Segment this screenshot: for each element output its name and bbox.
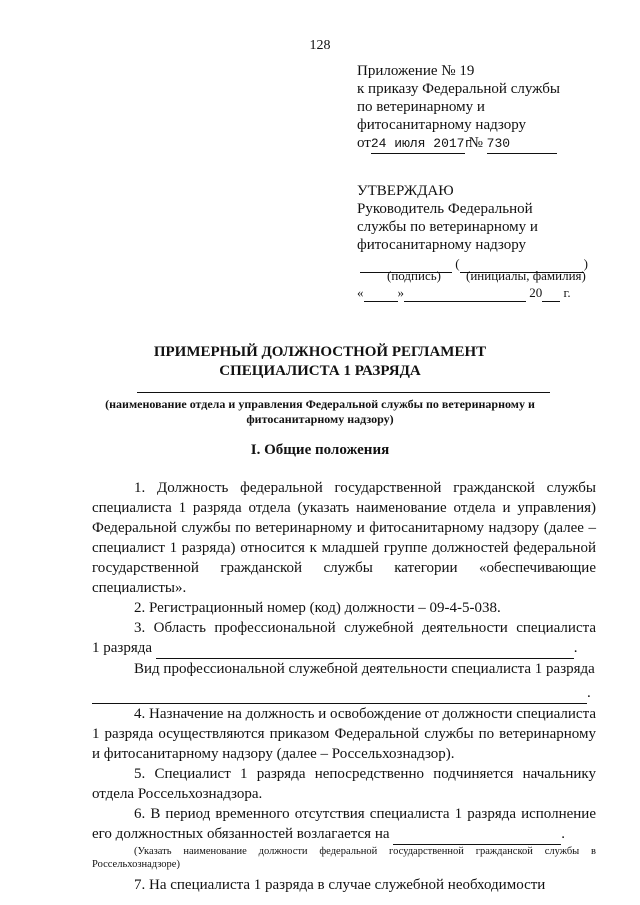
order-number: 730	[487, 135, 557, 154]
department-caption-line-1: (наименование отдела и управления Федеральной службы по ветеринарному и	[105, 397, 535, 411]
date-prefix: от	[357, 135, 371, 151]
appendix-line-3: по ветеринарному и	[357, 99, 485, 115]
approval-heading: УТВЕРЖДАЮ	[357, 183, 454, 199]
paragraph-6-note: (Указать наименование должности федеральной государственной гражданской службы в Россельхознадзоре)	[92, 846, 596, 870]
paragraph-2: 2. Регистрационный номер (код) должности – 09-4-5-038.	[134, 600, 501, 616]
appendix-block	[357, 62, 560, 154]
department-caption-line-2: фитосанитарному надзору)	[246, 412, 394, 426]
paragraph-3-dot-2: .	[587, 685, 591, 701]
paragraph-3-kind: Вид профессиональной служебной деятельности специалиста 1 разряда	[134, 661, 595, 677]
signature-label: (подпись)	[387, 268, 441, 283]
activity-kind-blank	[92, 683, 587, 704]
paragraph-1: 1. Должность федеральной государственной гражданской службы специалиста 1 разряда отдела (указать наименование отдела и управления) Федеральной службы по ветеринарному и фитосанитарному надзору (далее – специалист 1 разряда) относится к младшей группе должностей федеральной государственной гражданской службы категории «обеспечивающие специалисты».	[92, 480, 596, 596]
department-rule	[137, 392, 550, 393]
paragraph-3-line-2	[92, 638, 596, 659]
approval-line-1: Руководитель Федеральной	[357, 201, 533, 217]
paragraph-5: 5. Специалист 1 разряда непосредственно подчиняется начальнику отдела Россельхознадзора.	[92, 766, 596, 802]
order-date: 24 июля 2017г	[371, 135, 465, 154]
paragraph-4: 4. Назначение на должность и освобождение от должности специалиста 1 разряда осуществляются приказом Федеральной службы по ветеринарному и фитосанитарному надзору (далее – Россельхознадзор).	[92, 706, 596, 762]
year-suffix: г.	[563, 285, 571, 300]
substitute-blank	[393, 824, 561, 845]
year-prefix: 20	[529, 285, 543, 300]
activity-area-blank	[156, 638, 574, 659]
paren-close: )	[583, 256, 588, 271]
paragraph-3-dot: .	[573, 640, 578, 656]
section-body	[92, 478, 596, 895]
section-heading: I. Общие положения	[250, 442, 390, 458]
paragraph-6-dot: .	[561, 826, 566, 842]
quote-open: «	[357, 285, 364, 300]
paren-open: (	[455, 256, 460, 271]
month-blank	[404, 285, 526, 302]
page-number: 128	[309, 38, 331, 53]
approval-line-3: фитосанитарному надзору	[357, 237, 527, 253]
paragraph-3-rank: 1 разряда	[92, 640, 153, 656]
approval-date-line	[357, 285, 571, 302]
paragraph-7: 7. На специалиста 1 разряда в случае служебной необходимости	[134, 877, 546, 893]
number-prefix: №	[468, 135, 483, 151]
initials-label: (инициалы, фамилия)	[466, 268, 586, 283]
document-title: ПРИМЕРНЫЙ ДОЛЖНОСТНОЙ РЕГЛАМЕНТ	[153, 344, 487, 360]
approval-block	[357, 182, 538, 254]
approval-line-2: службы по ветеринарному и	[357, 219, 538, 235]
paragraph-3-line-1: 3. Область профессиональной служебной деятельности специалиста	[134, 620, 596, 636]
quote-close: »	[397, 285, 404, 300]
paragraph-3-kind-fill	[92, 683, 596, 704]
year-blank	[542, 285, 560, 302]
appendix-date-line	[357, 134, 560, 154]
appendix-line-2: к приказу Федеральной службы	[357, 81, 561, 97]
paragraph-6	[92, 804, 596, 845]
department-caption	[60, 397, 580, 427]
document-subtitle: СПЕЦИАЛИСТА 1 РАЗРЯДА	[219, 363, 421, 379]
paragraph-6-text: 6. В период временного отсутствия специалиста 1 разряда исполнение его должностных обязанностей возлагается на	[92, 806, 596, 842]
appendix-line-1: Приложение № 19	[357, 63, 475, 79]
appendix-line-4: фитосанитарному надзору	[357, 117, 527, 133]
day-blank	[364, 285, 398, 302]
